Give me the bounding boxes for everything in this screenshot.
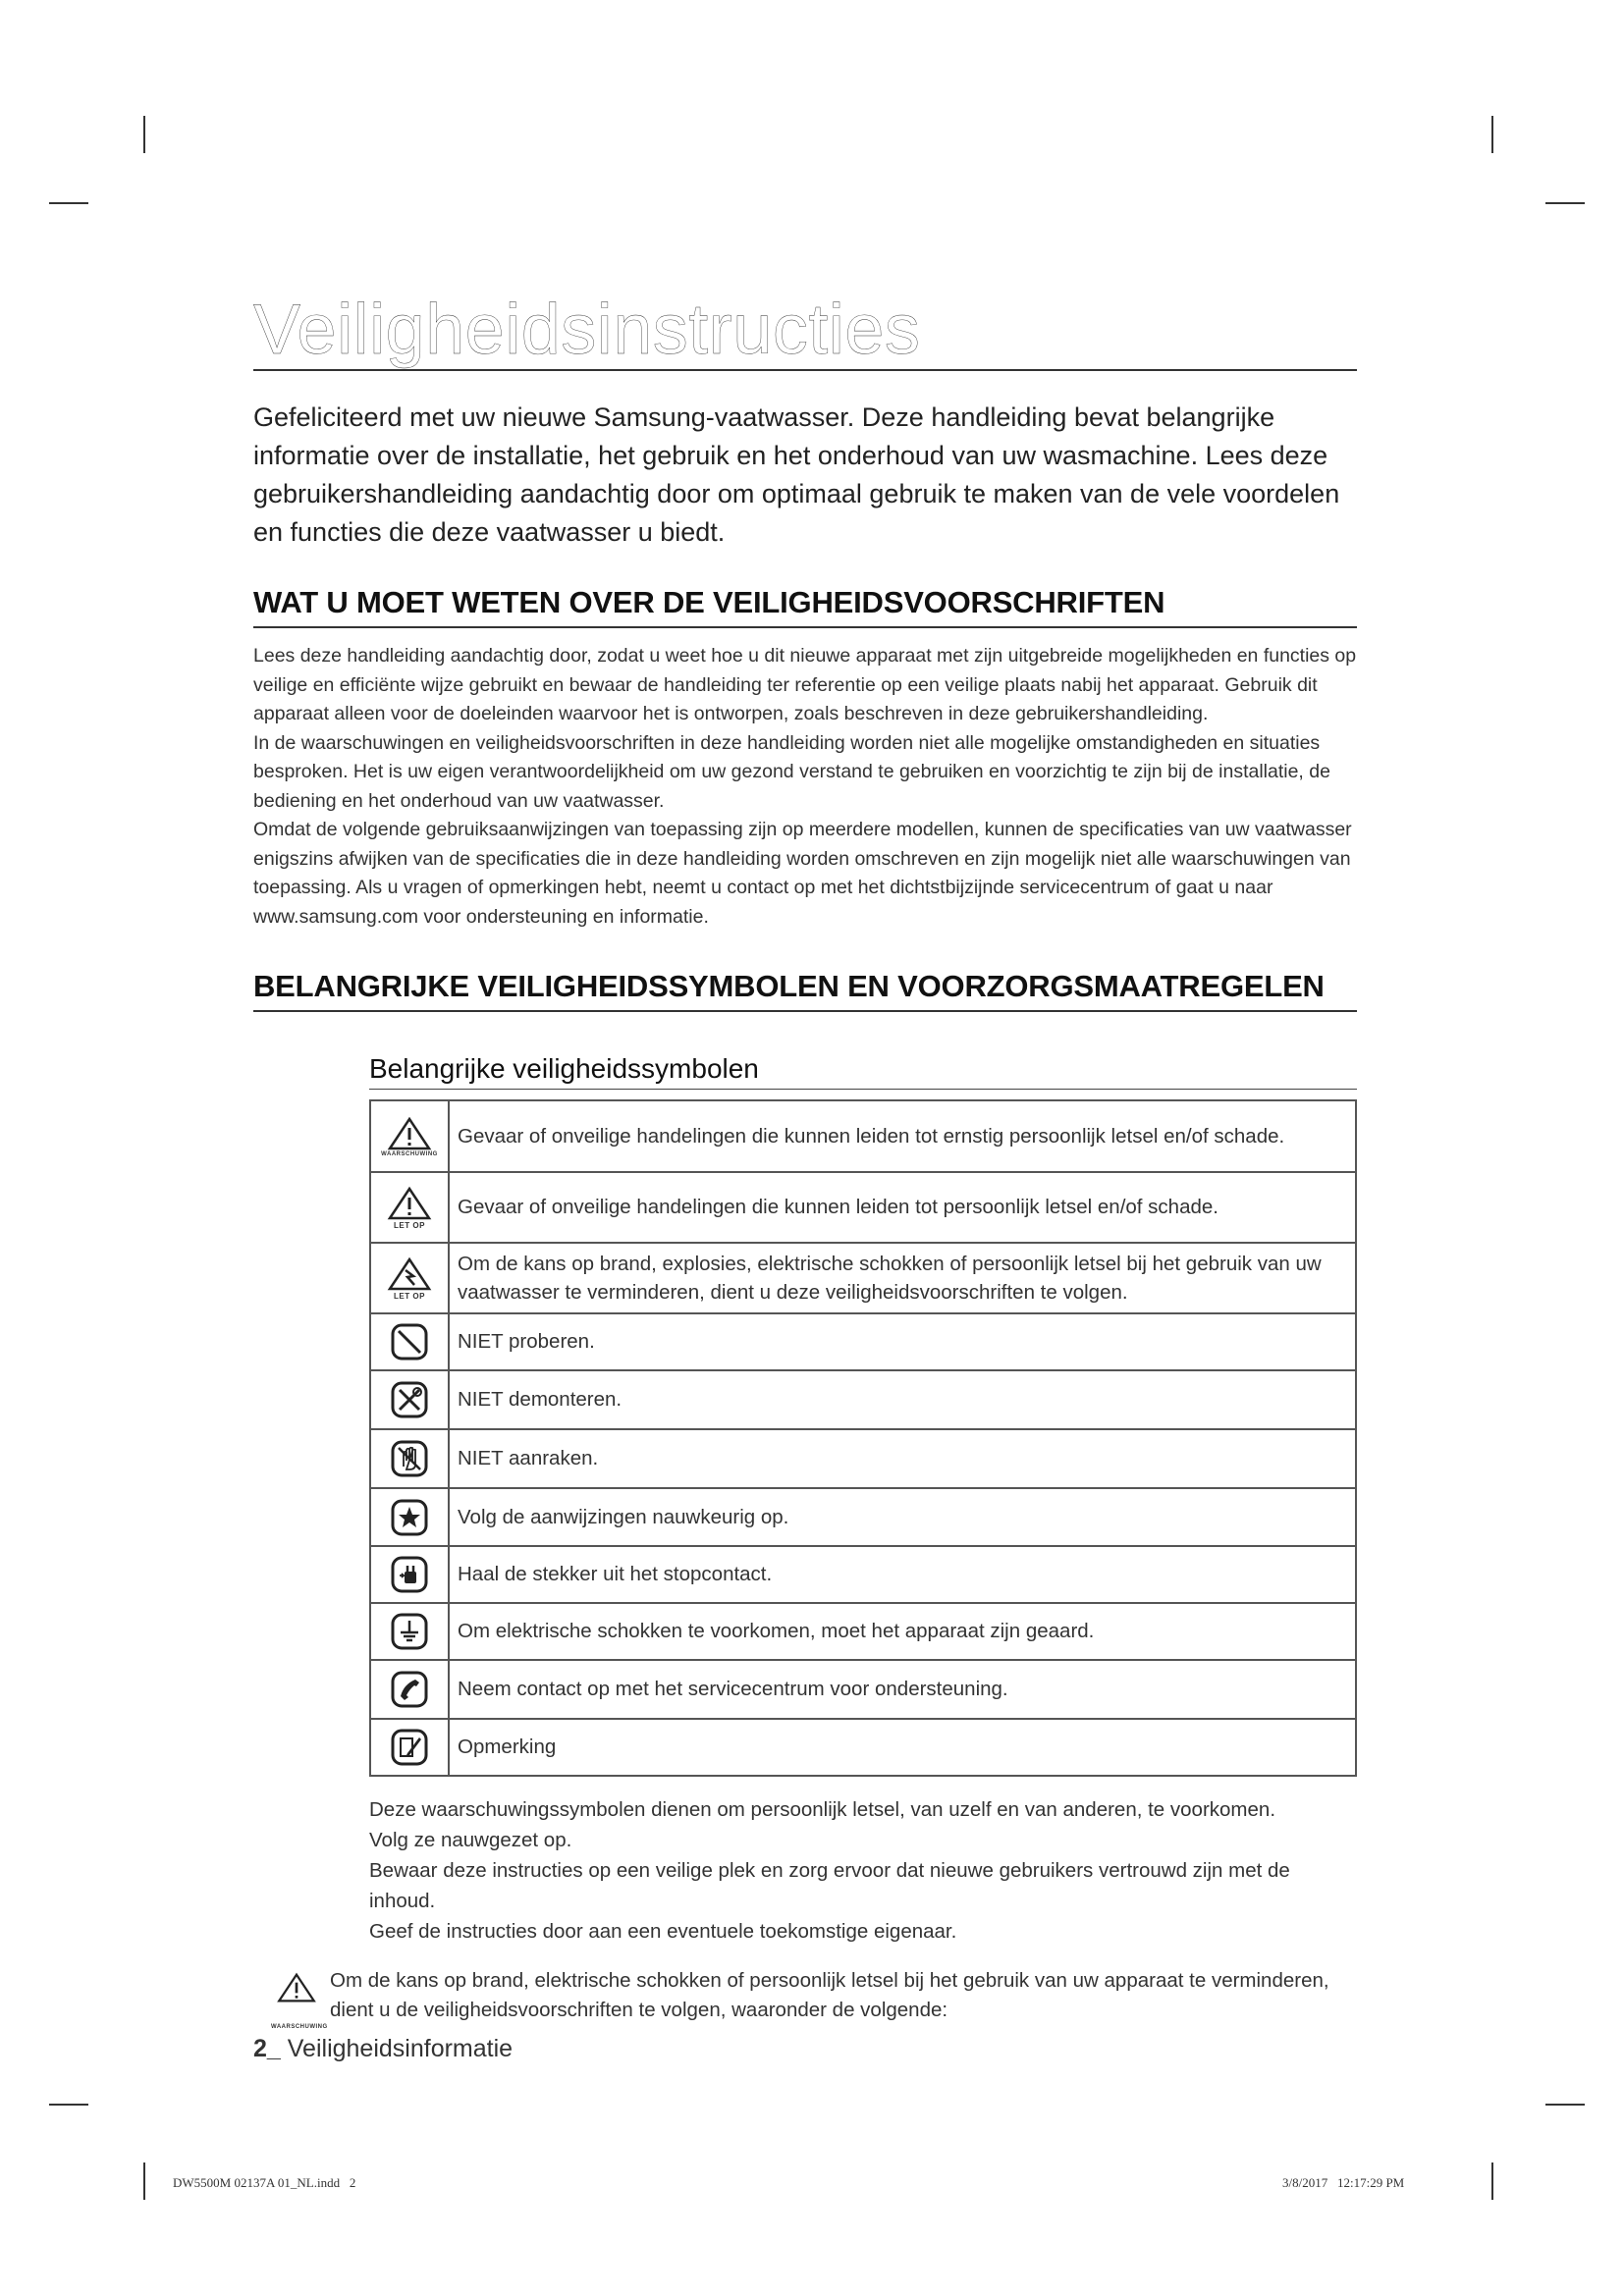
crop-mark [143, 2163, 145, 2200]
crop-mark [49, 202, 88, 204]
warning-triangle-icon: WAARSCHUWING [271, 1972, 322, 2042]
symbol-description: Om elektrische schokken te voorkomen, moet het apparaat zijn geaard. [449, 1603, 1356, 1660]
note-line: Volg ze nauwgezet op. [369, 1829, 572, 1851]
table-row [370, 1100, 1356, 1172]
prohibited-icon [370, 1313, 449, 1370]
table-row [370, 1660, 1356, 1719]
crop-mark [1545, 202, 1585, 204]
table-row [370, 1172, 1356, 1243]
note-line: Bewaar deze instructies op een veilige plek en zorg ervoor dat nieuwe gebruikers vertrouwd zijn met de inhoud. [369, 1859, 1290, 1912]
table-row [370, 1546, 1356, 1603]
page-footer [253, 2035, 513, 2063]
table-row [370, 1313, 1356, 1370]
symbols-subsection [369, 1053, 1357, 1777]
note-line: Geef de instructies door aan een eventuele toekomstige eigenaar. [369, 1920, 957, 1943]
symbol-description: Neem contact op met het servicecentrum voor ondersteuning. [449, 1660, 1356, 1719]
crop-mark [143, 116, 145, 153]
symbol-description: Volg de aanwijzingen nauwkeurig op. [449, 1488, 1356, 1546]
warning-text: Om de kans op brand, elektrische schokken of persoonlijk letsel bij het gebruik van uw apparaat te verminderen, dient u de veiligheidsvoorschriften te volgen, waaronder de volgende: [330, 1969, 1329, 2021]
crop-mark [1491, 116, 1493, 153]
paragraph: Lees deze handleiding aandachtig door, zodat u weet hoe u dit nieuwe apparaat met zijn uitgebreide mogelijkheden en functies op veilige en efficiënte wijze gebruikt en bewaar de handleiding ter referentie op een veilige plaats nabij het apparaat. Gebruik dit apparaat alleen voor de doeleinden waarvoor het is ontworpen, zoals beschreven in deze gebruikershandleiding. [253, 645, 1357, 724]
table-row [370, 1429, 1356, 1488]
symbol-description: Gevaar of onveilige handelingen die kunnen leiden tot ernstig persoonlijk letsel en/of schade. [449, 1100, 1356, 1172]
symbols-notes [369, 1794, 1357, 1947]
shock-triangle-icon: LET OP [370, 1243, 449, 1313]
symbol-description: Opmerking [449, 1719, 1356, 1776]
footer-section-name: Veiligheidsinformatie [287, 2035, 514, 2062]
page-title: Veiligheidsinstructies [253, 294, 1357, 371]
phone-icon [370, 1660, 449, 1719]
print-timestamp: 3/8/2017 12:17:29 PM [1282, 2175, 1405, 2190]
no-disassembly-icon [370, 1370, 449, 1429]
caution-triangle-icon: LET OP [370, 1172, 449, 1243]
do-not-touch-icon [370, 1429, 449, 1488]
paragraph: In de waarschuwingen en veiligheidsvoorschriften in deze handleiding worden niet alle mogelijke omstandigheden en situaties besproken. Het is uw eigen verantwoordelijkheid om uw gezond verstand te gebruiken en voorzichtig te zijn bij de installatie, de bediening en het onderhoud van uw vaatwasser. [253, 731, 1330, 812]
note-line: Deze waarschuwingssymbolen dienen om persoonlijk letsel, van uzelf en van anderen, te voorkomen. [369, 1798, 1276, 1821]
file-slug: DW5500M 02137A 01_NL.indd 2 [173, 2175, 356, 2190]
table-row [370, 1603, 1356, 1660]
table-row [370, 1370, 1356, 1429]
symbol-description: Om de kans op brand, explosies, elektrische schokken of persoonlijk letsel bij het gebruik van uw vaatwasser te verminderen, dient u deze veiligheidsvoorschriften te volgen. [449, 1243, 1356, 1313]
section-heading-safety-rules: WAT U MOET WETEN OVER DE VEILIGHEIDSVOORSCHRIFTEN [253, 585, 1357, 628]
ground-icon [370, 1603, 449, 1660]
warning-block [253, 1966, 1357, 2030]
follow-instructions-icon [370, 1488, 449, 1546]
symbol-description: Haal de stekker uit het stopcontact. [449, 1546, 1356, 1603]
paragraph: Omdat de volgende gebruiksaanwijzingen van toepassing zijn op meerdere modellen, kunnen de specificaties van uw vaatwasser enigszins afwijken van de specificaties die in deze handleiding worden omschreven en zijn mogelijk niet alle waarschuwingen van toepassing. Als u vragen of opmerkingen hebt, neemt u contact op met het dichtstbijzijnde servicecentrum of gaat u naar www.samsung.com voor ondersteuning en informatie. [253, 819, 1352, 928]
crop-mark [1491, 2163, 1493, 2200]
symbol-description: NIET demonteren. [449, 1370, 1356, 1429]
unplug-icon [370, 1546, 449, 1603]
note-icon [370, 1719, 449, 1776]
section-body [253, 642, 1357, 932]
page-content [253, 291, 1357, 2030]
page-number: 2_ [253, 2035, 281, 2062]
warning-triangle-icon: WAARSCHUWING [370, 1100, 449, 1172]
symbol-description: NIET proberen. [449, 1313, 1356, 1370]
intro-paragraph: Gefeliciteerd met uw nieuwe Samsung-vaatwasser. Deze handleiding bevat belangrijke informatie over de installatie, het gebruik en het onderhoud van uw wasmachine. Lees deze gebruikershandleiding aandachtig door om optimaal gebruik te maken van de vele voordelen en functies die deze vaatwasser u biedt. [253, 402, 1340, 547]
symbols-table [369, 1099, 1357, 1777]
table-row [370, 1243, 1356, 1313]
table-row [370, 1488, 1356, 1546]
crop-mark [1545, 2104, 1585, 2106]
subsection-heading: Belangrijke veiligheidssymbolen [369, 1053, 1357, 1090]
crop-mark [49, 2104, 88, 2106]
symbol-description: Gevaar of onveilige handelingen die kunnen leiden tot persoonlijk letsel en/of schade. [449, 1172, 1356, 1243]
section-heading-symbols: BELANGRIJKE VEILIGHEIDSSYMBOLEN EN VOORZORGSMAATREGELEN [253, 969, 1357, 1012]
table-row [370, 1719, 1356, 1776]
symbol-description: NIET aanraken. [449, 1429, 1356, 1488]
